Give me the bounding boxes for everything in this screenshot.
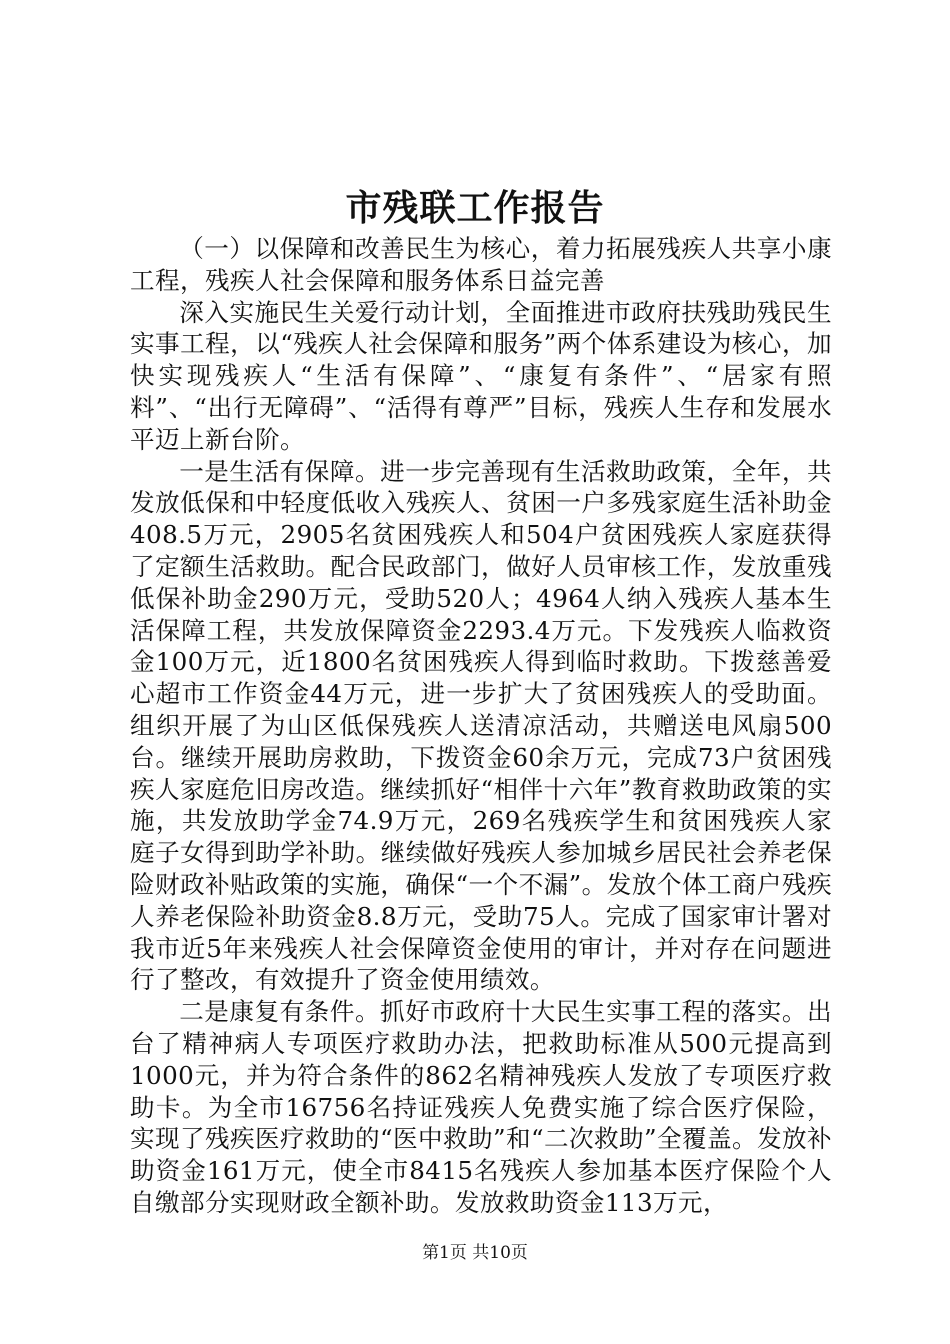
- page-footer: 第1页 共10页: [422, 1243, 528, 1263]
- paragraph-rehabilitation: 二是康复有条件。抓好市政府十大民生实事工程的落实。出台了精神病人专项医疗救助办法，把救助标准从500元提高到1000元，并为符合条件的862名精神残疾人发放了专项医疗救助卡。为全市16756名持证残疾人免费实施了综合医疗保险，实现了残疾医疗救助的“医中救助”和“二次救助”全覆盖。发放补助资金161万元，使全市8415名残疾人参加基本医疗保险个人自缴部分实现财政全额补助。发放救助资金113万元，: [130, 997, 832, 1217]
- document-body: [130, 233, 832, 1219]
- paragraph-section-heading: （一）以保障和改善民生为核心，着力拓展残疾人共享小康工程，残疾人社会保障和服务体系日益完善: [130, 234, 832, 295]
- paragraph-overview: 深入实施民生关爱行动计划，全面推进市政府扶残助残民生实事工程，以“残疾人社会保障和服务”两个体系建设为核心，加快实现残疾人“生活有保障”、“康复有条件”、“居家有照料”、“出行无障碍”、“活得有尊严”目标，残疾人生存和发展水平迈上新台阶。: [130, 297, 832, 454]
- document-title: 市残联工作报告: [345, 187, 605, 229]
- paragraph-living-security: 一是生活有保障。进一步完善现有生活救助政策，全年，共发放低保和中轻度低收入残疾人、贫困一户多残家庭生活补助金408.5万元，2905名贫困残疾人和504户贫困残疾人家庭获得了定额生活救助。配合民政部门，做好人员审核工作，发放重残低保补助金290万元，受助520人；4964人纳入残疾人基本生活保障工程，共发放保障资金2293.4万元。下发残疾人临救资金100万元，近1800名贫困残疾人得到临时救助。下拨慈善爱心超市工作资金44万元，进一步扩大了贫困残疾人的受助面。组织开展了为山区低保残疾人送清凉活动，共赠送电风扇500台。继续开展助房救助，下拨资金60余万元，完成73户贫困残疾人家庭危旧房改造。继续抓好“相伴十六年”教育救助政策的实施，共发放助学金74.9万元，269名残疾学生和贫困残疾人家庭子女得到助学补助。继续做好残疾人参加城乡居民社会养老保险财政补贴政策的实施，确保“一个不漏”。发放个体工商户残疾人养老保险补助资金8.8万元，受助75人。完成了国家审计署对我市近5年来残疾人社会保障资金使用的审计，并对存在问题进行了整改，有效提升了资金使用绩效。: [130, 456, 832, 995]
